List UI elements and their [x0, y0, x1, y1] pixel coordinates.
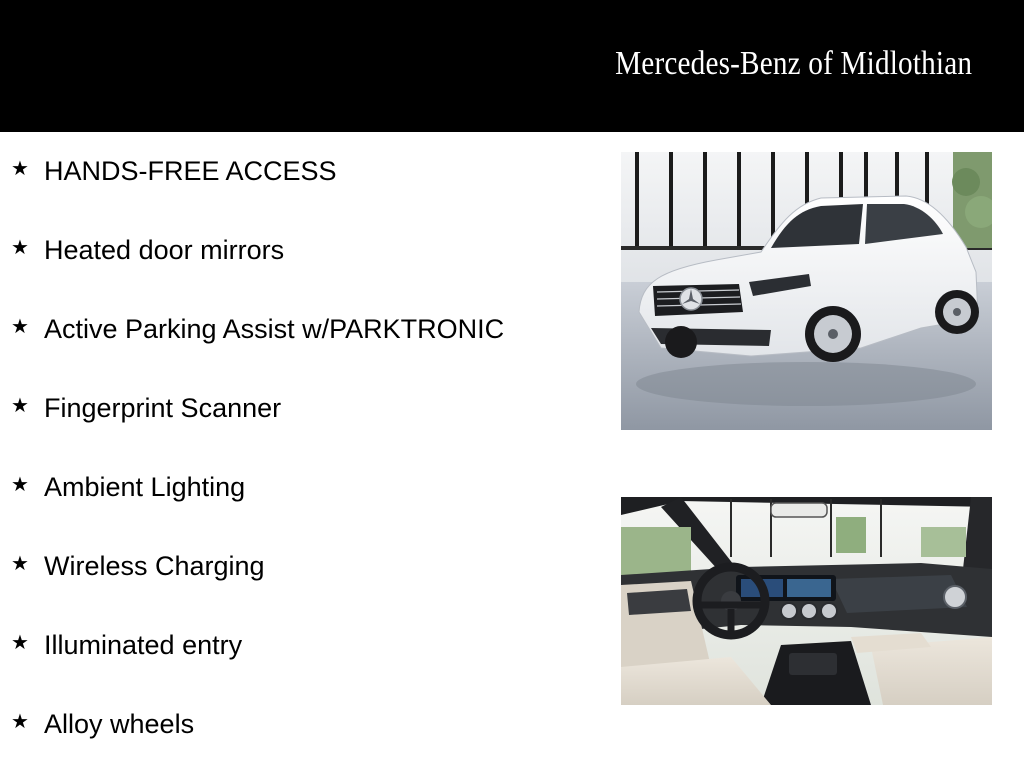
- star-icon: ★: [11, 393, 29, 417]
- star-icon: ★: [11, 709, 29, 733]
- feature-label: HANDS-FREE ACCESS: [44, 156, 337, 186]
- feature-label: Heated door mirrors: [44, 235, 285, 265]
- feature-list: [0, 150, 600, 768]
- feature-item: [0, 624, 600, 703]
- dealer-name: Mercedes-Benz of Midlothian: [614, 45, 972, 82]
- exterior-photo: [621, 152, 992, 430]
- feature-item: [0, 229, 600, 308]
- feature-label: Active Parking Assist w/PARKTRONIC: [44, 314, 505, 344]
- feature-item: [0, 466, 600, 545]
- interior-photo: [621, 497, 992, 705]
- feature-item: [0, 150, 600, 229]
- feature-label: Illuminated entry: [44, 630, 243, 660]
- feature-label: Alloy wheels: [44, 709, 195, 739]
- star-icon: ★: [11, 630, 29, 654]
- star-icon: ★: [11, 156, 29, 180]
- feature-item: [0, 387, 600, 466]
- star-icon: ★: [11, 314, 29, 338]
- star-icon: ★: [11, 472, 29, 496]
- feature-item: [0, 703, 600, 768]
- feature-label: Ambient Lighting: [44, 472, 246, 502]
- star-icon: ★: [11, 551, 29, 575]
- header-banner: [0, 0, 1024, 132]
- feature-item: [0, 308, 600, 387]
- feature-item: [0, 545, 600, 624]
- feature-label: Wireless Charging: [44, 551, 265, 581]
- star-icon: ★: [11, 235, 29, 259]
- feature-label: Fingerprint Scanner: [44, 393, 282, 423]
